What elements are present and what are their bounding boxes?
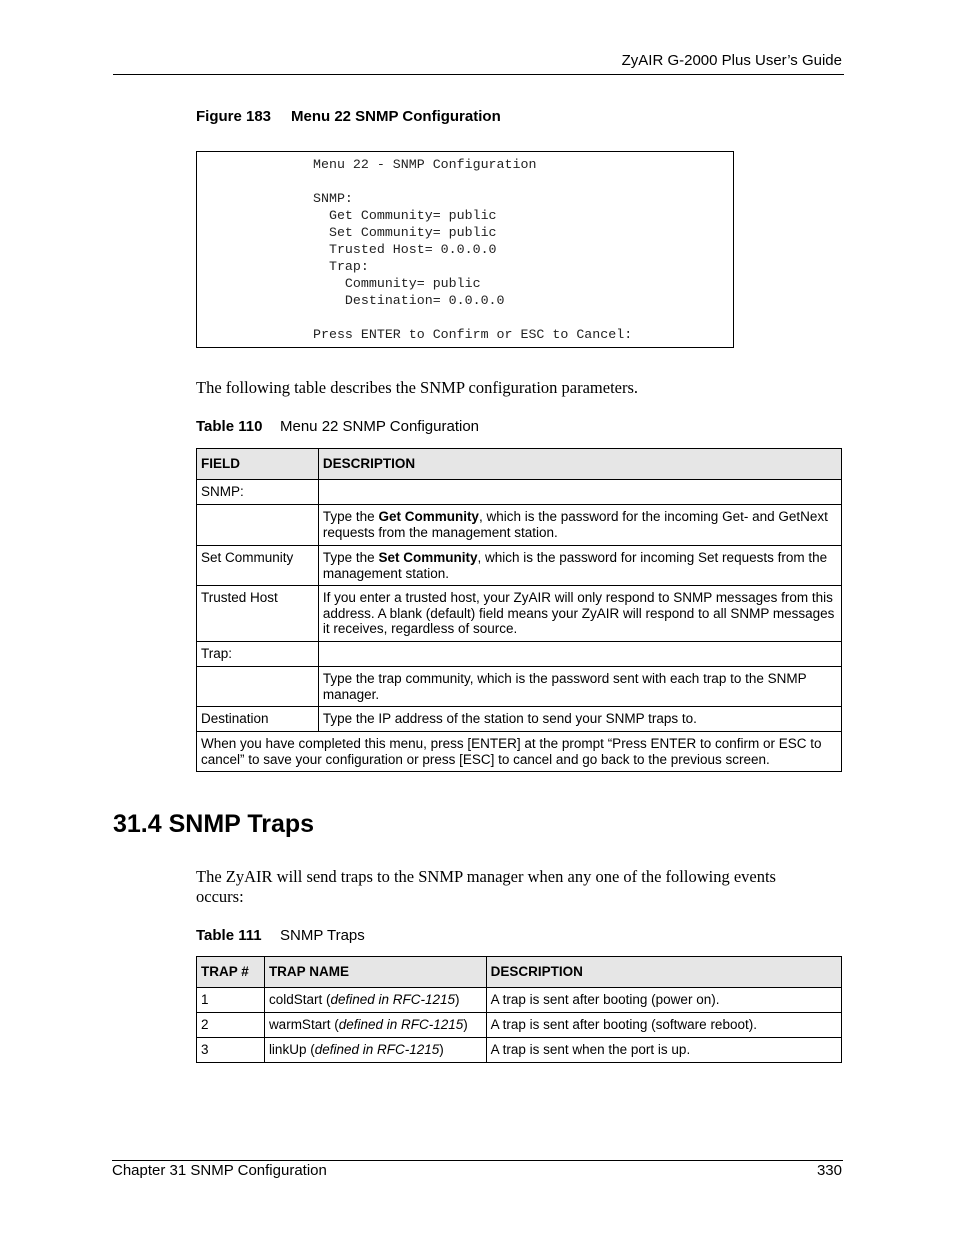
- terminal-screen: [196, 151, 734, 348]
- table-111-caption: [196, 927, 365, 944]
- table-row: [197, 586, 842, 642]
- trap-description-cell: A trap is sent when the port is up.: [486, 1038, 841, 1063]
- table-row: [197, 480, 842, 505]
- trap-number-cell: 1: [197, 988, 265, 1013]
- terminal-line: Destination= 0.0.0.0: [313, 293, 505, 308]
- table-110: [196, 448, 842, 772]
- terminal-line: Community= public: [313, 276, 481, 291]
- description-cell: Type the trap community, which is the password sent with each trap to the SNMP manager.: [318, 667, 841, 707]
- table-row: [197, 1013, 842, 1038]
- trap-description-cell: A trap is sent after booting (power on).: [486, 988, 841, 1013]
- figure-caption: [196, 108, 501, 125]
- description-cell: Type the IP address of the station to send your SNMP traps to.: [318, 707, 841, 732]
- column-header-description: DESCRIPTION: [486, 957, 841, 988]
- column-header-field: FIELD: [197, 449, 319, 480]
- terminal-prompt: Press ENTER to Confirm or ESC to Cancel:: [313, 327, 633, 342]
- description-cell: [318, 642, 841, 667]
- table-111: [196, 956, 842, 1063]
- intro-paragraph: The following table describes the SNMP configuration parameters.: [196, 378, 639, 397]
- table-row: [197, 707, 842, 732]
- table-header-row: [197, 449, 842, 480]
- terminal-line: Trap:: [313, 259, 369, 274]
- figure-title: Menu 22 SNMP Configuration: [291, 108, 501, 125]
- description-cell: Type the Set Community, which is the password for incoming Set requests from the management station.: [318, 546, 841, 586]
- terminal-line: Get Community= public: [313, 208, 497, 223]
- column-header-trap-name: TRAP NAME: [264, 957, 486, 988]
- running-header: ZyAIR G-2000 Plus User’s Guide: [621, 52, 842, 69]
- description-cell: [318, 480, 841, 505]
- table-row: [197, 505, 842, 546]
- table-row: [197, 988, 842, 1013]
- table-row: [197, 546, 842, 586]
- table-110-number: Table 110: [196, 418, 263, 435]
- description-cell: Type the Get Community, which is the password for the incoming Get- and GetNext requests from the management station.: [318, 505, 841, 546]
- table-footer-note-row: [197, 732, 842, 772]
- table-row: [197, 1038, 842, 1063]
- table-footer-note: When you have completed this menu, press [ENTER] at the prompt “Press ENTER to confirm or ESC to cancel” to save your configuration or press [ESC] to cancel and go back to the previous screen.: [197, 732, 842, 772]
- description-cell: If you enter a trusted host, your ZyAIR will only respond to SNMP messages from this address. A blank (default) field means your ZyAIR will respond to all SNMP messages it receives, regardless of source.: [318, 586, 841, 642]
- terminal-line: SNMP:: [313, 191, 353, 206]
- header-divider: [113, 74, 844, 75]
- table-111-number: Table 111: [196, 927, 262, 944]
- trap-name-cell: linkUp (defined in RFC-1215): [264, 1038, 486, 1063]
- field-cell: Destination: [197, 707, 319, 732]
- field-cell: Trap:: [197, 642, 319, 667]
- field-cell: SNMP:: [197, 480, 319, 505]
- table-row: [197, 667, 842, 707]
- column-header-trap-number: TRAP #: [197, 957, 265, 988]
- table-header-row: [197, 957, 842, 988]
- terminal-line: Menu 22 - SNMP Configuration: [313, 157, 537, 172]
- section-paragraph: The ZyAIR will send traps to the SNMP manager when any one of the following events occurs:: [196, 867, 776, 906]
- terminal-line: Trusted Host= 0.0.0.0: [313, 242, 497, 257]
- table-111-title: SNMP Traps: [280, 927, 365, 944]
- section-heading: 31.4 SNMP Traps: [113, 810, 315, 838]
- column-header-description: DESCRIPTION: [318, 449, 841, 480]
- table-110-caption: [196, 418, 479, 435]
- trap-number-cell: 3: [197, 1038, 265, 1063]
- figure-number: Figure 183: [196, 108, 272, 125]
- trap-name-cell: coldStart (defined in RFC-1215): [264, 988, 486, 1013]
- trap-description-cell: A trap is sent after booting (software reboot).: [486, 1013, 841, 1038]
- field-cell: [197, 505, 319, 546]
- footer-chapter: Chapter 31 SNMP Configuration: [112, 1162, 327, 1179]
- terminal-line: Set Community= public: [313, 225, 497, 240]
- trap-name-cell: warmStart (defined in RFC-1215): [264, 1013, 486, 1038]
- footer-divider: [112, 1160, 843, 1161]
- field-cell: Set Community: [197, 546, 319, 586]
- page-number: 330: [816, 1162, 842, 1179]
- table-110-title: Menu 22 SNMP Configuration: [280, 418, 479, 435]
- field-cell: [197, 667, 319, 707]
- field-cell: Trusted Host: [197, 586, 319, 642]
- trap-number-cell: 2: [197, 1013, 265, 1038]
- table-row: [197, 642, 842, 667]
